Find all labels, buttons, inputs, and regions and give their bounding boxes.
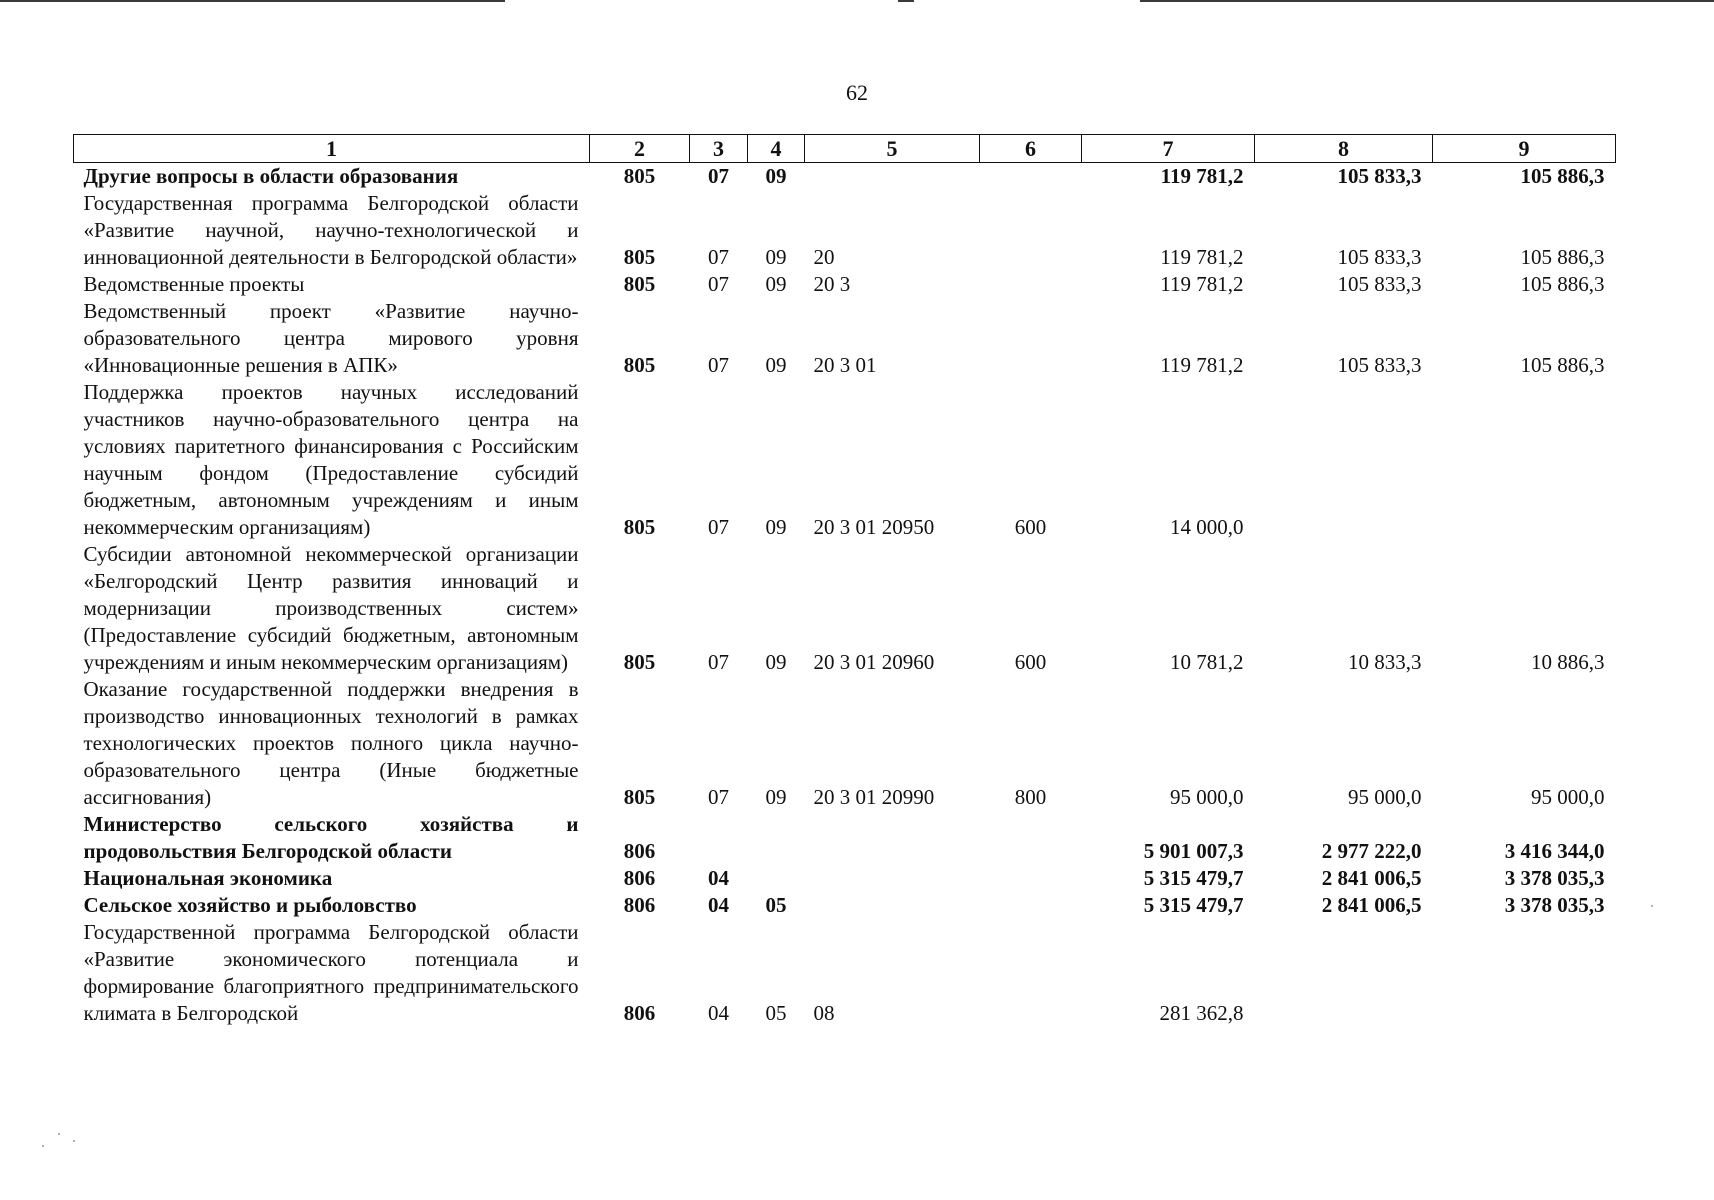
table-header bbox=[74, 135, 1616, 163]
scan-speck bbox=[58, 1133, 60, 1135]
code-section: 07 bbox=[708, 272, 729, 296]
code-gp: 806 bbox=[623, 839, 656, 863]
code-expense-type bbox=[980, 271, 1082, 298]
code-section: 04 bbox=[708, 866, 729, 890]
row-name: Ведомственные проекты bbox=[83, 272, 305, 296]
code-expense-type bbox=[980, 892, 1082, 919]
code-target: 20 3 01 20950 bbox=[813, 515, 935, 539]
code-expense-type bbox=[980, 865, 1082, 892]
amount-year-2: 105 833,3 bbox=[1337, 353, 1422, 377]
code-expense-type: 600 bbox=[1014, 650, 1047, 674]
amount-year-3: 3 416 344,0 bbox=[1504, 839, 1605, 863]
code-subsection: 09 bbox=[765, 353, 787, 377]
code-section bbox=[690, 811, 748, 865]
code-subsection: 05 bbox=[765, 1001, 787, 1025]
amount-year-3 bbox=[1433, 919, 1616, 1027]
amount-year-1: 119 781,2 bbox=[1160, 353, 1244, 377]
table-row bbox=[74, 298, 1616, 379]
code-target: 20 3 01 20990 bbox=[813, 785, 935, 809]
table-body bbox=[74, 163, 1616, 1028]
column-header-7: 7 bbox=[1082, 135, 1255, 163]
amount-year-2: 105 833,3 bbox=[1337, 245, 1422, 269]
code-subsection: 09 bbox=[765, 245, 787, 269]
column-header-8: 8 bbox=[1255, 135, 1433, 163]
code-gp: 805 bbox=[623, 245, 656, 269]
code-section: 07 bbox=[708, 785, 729, 809]
code-target bbox=[805, 163, 980, 191]
scan-edge-line bbox=[898, 0, 914, 2]
amount-year-3: 3 378 035,3 bbox=[1504, 893, 1605, 917]
amount-year-1: 14 000,0 bbox=[1170, 515, 1244, 539]
code-subsection: 09 bbox=[765, 515, 787, 539]
code-subsection bbox=[748, 865, 805, 892]
column-header-2: 2 bbox=[590, 135, 690, 163]
code-target: 20 bbox=[813, 245, 835, 269]
code-expense-type bbox=[980, 190, 1082, 271]
scan-edge-line bbox=[0, 0, 505, 2]
amount-year-3: 10 886,3 bbox=[1531, 650, 1605, 674]
amount-year-3: 105 886,3 bbox=[1520, 245, 1605, 269]
amount-year-1: 281 362,8 bbox=[1159, 1001, 1244, 1025]
table-row bbox=[74, 919, 1616, 1027]
code-target bbox=[805, 865, 980, 892]
code-section: 04 bbox=[708, 893, 729, 917]
code-gp: 805 bbox=[623, 164, 656, 188]
code-gp: 806 bbox=[623, 866, 656, 890]
page-number: 62 bbox=[846, 80, 868, 105]
amount-year-1: 119 781,2 bbox=[1160, 164, 1244, 188]
table-row bbox=[74, 865, 1616, 892]
scan-speck bbox=[1651, 905, 1653, 907]
table-row bbox=[74, 379, 1616, 541]
code-expense-type bbox=[980, 919, 1082, 1027]
code-section: 07 bbox=[708, 515, 729, 539]
code-section: 04 bbox=[708, 1001, 729, 1025]
code-section: 07 bbox=[708, 245, 729, 269]
code-subsection: 09 bbox=[765, 164, 787, 188]
row-name: Министерство сельского хозяйства и продовольствия Белгородской области bbox=[83, 812, 579, 863]
amount-year-1: 5 315 479,7 bbox=[1143, 866, 1244, 890]
code-subsection bbox=[748, 811, 805, 865]
amount-year-2: 105 833,3 bbox=[1337, 272, 1422, 296]
column-header-1: 1 bbox=[74, 135, 590, 163]
amount-year-2: 10 833,3 bbox=[1348, 650, 1422, 674]
code-expense-type bbox=[980, 298, 1082, 379]
code-section: 07 bbox=[708, 353, 729, 377]
amount-year-3: 105 886,3 bbox=[1520, 164, 1605, 188]
amount-year-1: 10 781,2 bbox=[1170, 650, 1244, 674]
code-expense-type bbox=[980, 163, 1082, 191]
column-header-3: 3 bbox=[690, 135, 748, 163]
amount-year-3 bbox=[1433, 379, 1616, 541]
amount-year-1: 119 781,2 bbox=[1160, 272, 1244, 296]
code-gp: 805 bbox=[623, 650, 656, 674]
amount-year-2: 105 833,3 bbox=[1337, 164, 1422, 188]
code-subsection: 09 bbox=[765, 785, 787, 809]
code-expense-type bbox=[980, 811, 1082, 865]
code-target: 20 3 01 bbox=[813, 353, 877, 377]
row-name: Сельское хозяйство и рыболовство bbox=[83, 893, 417, 917]
row-name: Государственной программа Белгородской области «Развитие экономического потенциала и формирование благоприятного предпринимательского климата в Белгородской bbox=[83, 920, 579, 1025]
row-name: Ведомственный проект «Развитие научно-образовательного центра мирового уровня «Инновационные решения в АПК» bbox=[83, 299, 579, 377]
code-target bbox=[805, 892, 980, 919]
amount-year-2: 2 841 006,5 bbox=[1321, 893, 1422, 917]
code-target: 20 3 bbox=[813, 272, 851, 296]
row-name: Государственная программа Белгородской области «Развитие научной, научно-технологической и инновационной деятельности в Белгородской области» bbox=[83, 191, 579, 269]
amount-year-3: 105 886,3 bbox=[1520, 272, 1605, 296]
code-gp: 805 bbox=[623, 272, 656, 296]
code-expense-type: 600 bbox=[1014, 515, 1047, 539]
column-header-5: 5 bbox=[805, 135, 980, 163]
amount-year-2: 95 000,0 bbox=[1348, 785, 1422, 809]
table-row bbox=[74, 271, 1616, 298]
column-header-4: 4 bbox=[748, 135, 805, 163]
table-row bbox=[74, 163, 1616, 191]
code-target bbox=[805, 811, 980, 865]
scan-speck bbox=[42, 1145, 44, 1147]
scan-edge-line bbox=[1140, 0, 1714, 2]
row-name: Оказание государственной поддержки внедрения в производство инновационных технологий в рамках технологических проектов полного цикла научно-образовательного центра (Иные бюджетные ассигнования) bbox=[83, 677, 579, 809]
code-gp: 805 bbox=[623, 515, 656, 539]
scan-speck bbox=[73, 1140, 75, 1142]
amount-year-1: 5 901 007,3 bbox=[1143, 839, 1244, 863]
amount-year-2 bbox=[1255, 919, 1433, 1027]
table-row bbox=[74, 676, 1616, 811]
amount-year-3: 95 000,0 bbox=[1531, 785, 1605, 809]
code-subsection: 09 bbox=[765, 650, 787, 674]
amount-year-1: 5 315 479,7 bbox=[1143, 893, 1244, 917]
amount-year-1: 119 781,2 bbox=[1160, 245, 1244, 269]
code-gp: 806 bbox=[623, 1001, 656, 1025]
table-row bbox=[74, 892, 1616, 919]
code-gp: 805 bbox=[623, 785, 656, 809]
code-target: 08 bbox=[813, 1001, 835, 1025]
column-header-6: 6 bbox=[980, 135, 1082, 163]
code-target: 20 3 01 20960 bbox=[813, 650, 935, 674]
amount-year-2 bbox=[1255, 379, 1433, 541]
code-gp: 806 bbox=[623, 893, 656, 917]
code-subsection: 05 bbox=[765, 893, 787, 917]
amount-year-3: 3 378 035,3 bbox=[1504, 866, 1605, 890]
code-subsection: 09 bbox=[765, 272, 787, 296]
row-name: Национальная экономика bbox=[83, 866, 333, 890]
code-gp: 805 bbox=[623, 353, 656, 377]
budget-table bbox=[73, 134, 1616, 1027]
row-name: Субсидии автономной некоммерческой организации «Белгородский Центр развития инноваций и модернизации производственных систем» (Предоставление субсидий бюджетным, автономным учреждениям и иным некоммерческим организациям) bbox=[83, 542, 579, 674]
code-section: 07 bbox=[708, 164, 729, 188]
amount-year-3: 105 886,3 bbox=[1520, 353, 1605, 377]
table-row bbox=[74, 541, 1616, 676]
row-name: Поддержка проектов научных исследований участников научно-образовательного центра на условиях паритетного финансирования с Российским научным фондом (Предоставление субсидий бюджетным, автономным учреждениям и иным некоммерческим организациям) bbox=[83, 380, 579, 539]
table-row bbox=[74, 811, 1616, 865]
amount-year-1: 95 000,0 bbox=[1170, 785, 1244, 809]
table-row bbox=[74, 190, 1616, 271]
code-expense-type: 800 bbox=[1014, 785, 1047, 809]
amount-year-2: 2 977 222,0 bbox=[1321, 839, 1422, 863]
amount-year-2: 2 841 006,5 bbox=[1321, 866, 1422, 890]
row-name: Другие вопросы в области образования bbox=[83, 164, 459, 188]
header-row bbox=[74, 135, 1616, 163]
column-header-9: 9 bbox=[1433, 135, 1616, 163]
code-section: 07 bbox=[708, 650, 729, 674]
